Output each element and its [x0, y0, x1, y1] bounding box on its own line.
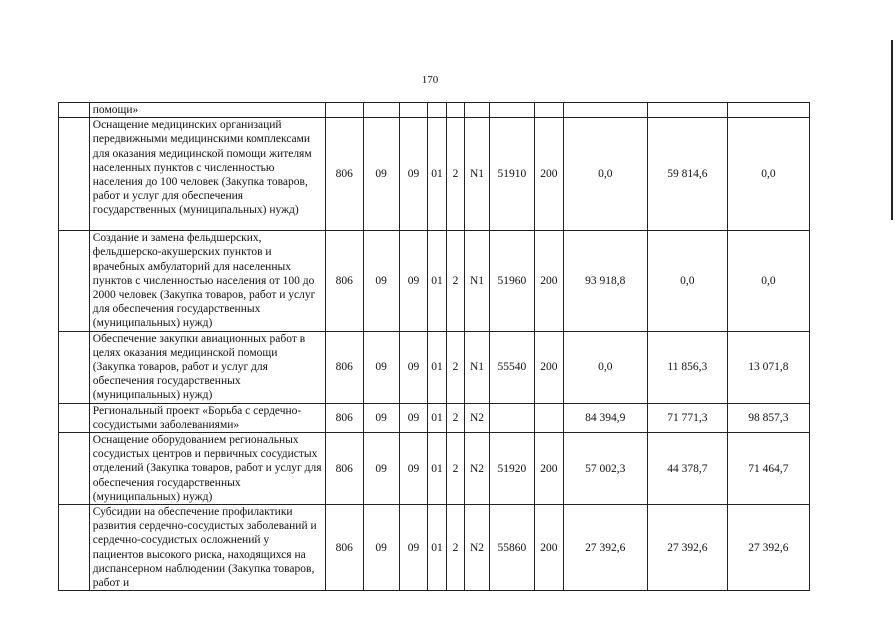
amount-year1: 93 918,8: [563, 231, 647, 331]
direction-code: 51910: [489, 118, 534, 231]
item-name: помощи»: [89, 103, 325, 118]
subprogram-code: 2: [446, 433, 464, 505]
program-code: 01: [428, 118, 446, 231]
program-code: 01: [428, 403, 446, 432]
item-name: Обеспечение закупки авиационных работ в целях оказания медицинской помощи (Закупка товаров, работ и услуг для обеспечения государственных (муниципальных) нужд): [89, 331, 325, 403]
table-row: [59, 231, 810, 331]
amount-year1: 84 394,9: [563, 403, 647, 432]
blank-cell: [59, 403, 90, 432]
table-row: [59, 118, 810, 231]
item-name: Оснащение медицинских организаций передвижными медицинскими комплексами для оказания медицинской помощи жителям населенных пунктов с численностью населения до 100 человек (Закупка товаров, работ и услуг для обеспечения государственных (муниципальных) нужд): [89, 118, 325, 231]
ministry-code: 806: [325, 505, 363, 591]
blank-cell: [59, 231, 90, 331]
project-code: N1: [465, 118, 490, 231]
item-name: Оснащение оборудованием региональных сосудистых центров и первичных сосудистых отделений (Закупка товаров, работ и услуг для обеспечения государственных (муниципальных) нужд): [89, 433, 325, 505]
budget-table: [58, 102, 810, 591]
direction-code: [489, 403, 534, 432]
subprogram-code: 2: [446, 331, 464, 403]
subprogram-code: 2: [446, 505, 464, 591]
expense-code: 200: [534, 331, 563, 403]
amount-year1: 0,0: [563, 331, 647, 403]
section-code: 09: [363, 118, 399, 231]
table-row: [59, 103, 810, 118]
expense-code: [534, 403, 563, 432]
blank-cell: [59, 118, 90, 231]
section-code: 09: [363, 505, 399, 591]
blank-cell: [59, 433, 90, 505]
amount-year1: 57 002,3: [563, 433, 647, 505]
ministry-code: 806: [325, 433, 363, 505]
section-code: 09: [363, 231, 399, 331]
project-code: N1: [465, 331, 490, 403]
ministry-code: 806: [325, 231, 363, 331]
blank-cell: [59, 331, 90, 403]
expense-code: 200: [534, 505, 563, 591]
amount-year3: 0,0: [727, 231, 809, 331]
expense-code: [534, 103, 563, 118]
amount-year3: 0,0: [727, 118, 809, 231]
subsection-code: 09: [399, 231, 428, 331]
amount-year2: 44 378,7: [647, 433, 727, 505]
project-code: N2: [465, 433, 490, 505]
program-code: 01: [428, 331, 446, 403]
amount-year1: 0,0: [563, 118, 647, 231]
ministry-code: 806: [325, 331, 363, 403]
amount-year2: [647, 103, 727, 118]
program-code: [428, 103, 446, 118]
subprogram-code: 2: [446, 118, 464, 231]
amount-year3: 13 071,8: [727, 331, 809, 403]
subsection-code: [399, 103, 428, 118]
project-code: N2: [465, 505, 490, 591]
expense-code: 200: [534, 118, 563, 231]
direction-code: 55860: [489, 505, 534, 591]
expense-code: 200: [534, 231, 563, 331]
subprogram-code: [446, 103, 464, 118]
scan-edge-line: [891, 40, 893, 220]
amount-year3: 27 392,6: [727, 505, 809, 591]
program-code: 01: [428, 505, 446, 591]
direction-code: [489, 103, 534, 118]
expense-code: 200: [534, 433, 563, 505]
table-row: [59, 403, 810, 432]
direction-code: 51960: [489, 231, 534, 331]
item-name: Региональный проект «Борьба с сердечно-сосудистыми заболеваниями»: [89, 403, 325, 432]
ministry-code: 806: [325, 403, 363, 432]
amount-year2: 11 856,3: [647, 331, 727, 403]
blank-cell: [59, 103, 90, 118]
program-code: 01: [428, 231, 446, 331]
page-number: 170: [421, 74, 439, 86]
item-name: Создание и замена фельдшерских, фельдшерско-акушерских пунктов и врачебных амбулаторий для населенных пунктов с численностью населения от 100 до 2000 человек (Закупка товаров, работ и услуг для обеспечения государственных (муниципальных) нужд): [89, 231, 325, 331]
project-code: [465, 103, 490, 118]
project-code: N1: [465, 231, 490, 331]
subsection-code: 09: [399, 118, 428, 231]
program-code: 01: [428, 433, 446, 505]
section-code: [363, 103, 399, 118]
table-row: [59, 331, 810, 403]
section-code: 09: [363, 331, 399, 403]
amount-year2: 71 771,3: [647, 403, 727, 432]
table-row: [59, 433, 810, 505]
amount-year2: 59 814,6: [647, 118, 727, 231]
direction-code: 55540: [489, 331, 534, 403]
subsection-code: 09: [399, 331, 428, 403]
item-name: Субсидии на обеспечение профилактики развития сердечно-сосудистых заболеваний и сердечно-сосудистых осложнений у пациентов высокого риска, находящихся на диспансерном наблюдении (Закупка товаров, работ и: [89, 505, 325, 591]
subsection-code: 09: [399, 433, 428, 505]
ministry-code: [325, 103, 363, 118]
amount-year2: 0,0: [647, 231, 727, 331]
amount-year3: 98 857,3: [727, 403, 809, 432]
blank-cell: [59, 505, 90, 591]
project-code: N2: [465, 403, 490, 432]
subsection-code: 09: [399, 505, 428, 591]
subprogram-code: 2: [446, 231, 464, 331]
amount-year1: 27 392,6: [563, 505, 647, 591]
subprogram-code: 2: [446, 403, 464, 432]
amount-year3: 71 464,7: [727, 433, 809, 505]
amount-year1: [563, 103, 647, 118]
direction-code: 51920: [489, 433, 534, 505]
table-row: [59, 505, 810, 591]
amount-year3: [727, 103, 809, 118]
subsection-code: 09: [399, 403, 428, 432]
section-code: 09: [363, 403, 399, 432]
section-code: 09: [363, 433, 399, 505]
ministry-code: 806: [325, 118, 363, 231]
amount-year2: 27 392,6: [647, 505, 727, 591]
